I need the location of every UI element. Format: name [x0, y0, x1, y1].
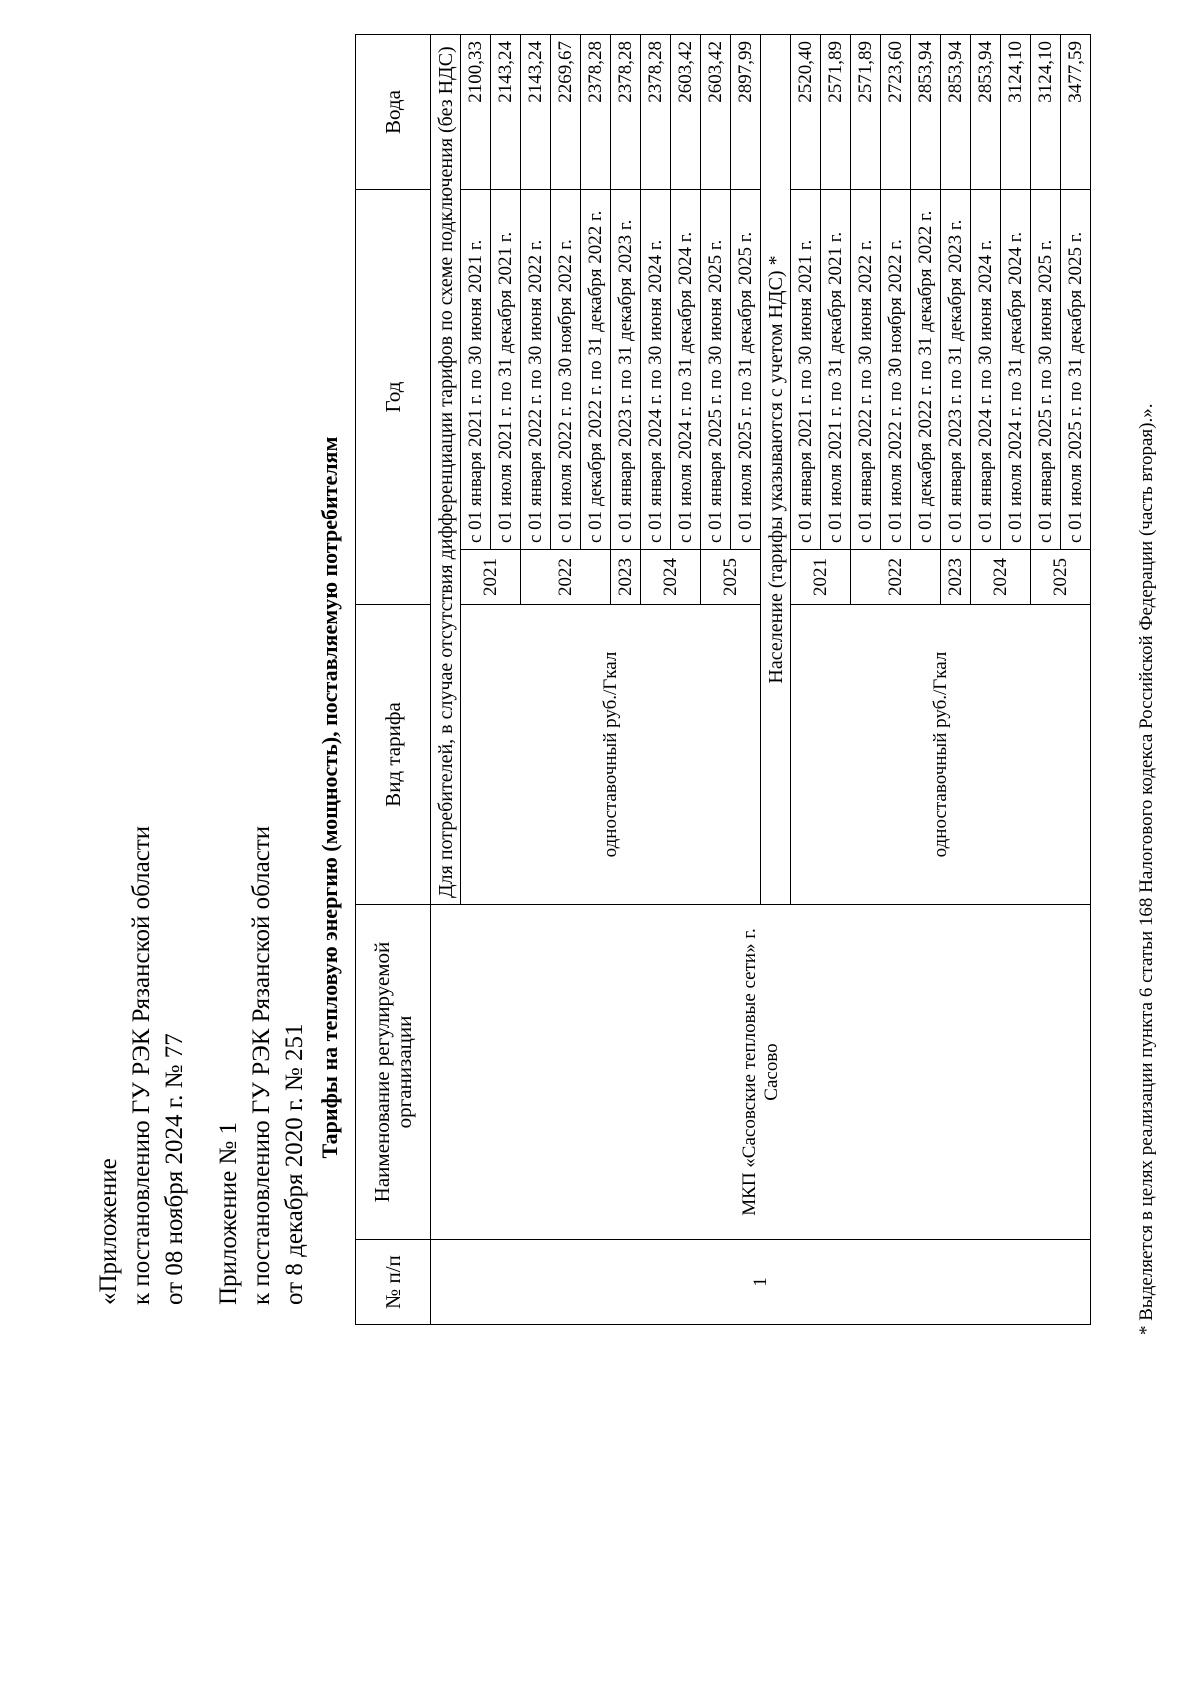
section-row [431, 35, 461, 1325]
year-cell: 2021 [461, 550, 521, 605]
value-cell: 2269,67 [551, 35, 581, 190]
document-title: Тарифы на тепловую энергию (мощность), поставляемую потребителям [317, 436, 342, 1159]
value-cell: 2143,24 [521, 35, 551, 190]
value-cell: 2378,28 [581, 35, 611, 190]
col-header-water: Вода [356, 35, 431, 190]
year-cell: 2024 [641, 550, 701, 605]
value-cell: 2520,40 [791, 35, 821, 190]
period-cell: с 01 декабря 2022 г. по 31 декабря 2022 г. [911, 190, 941, 550]
period-cell: с 01 января 2025 г. по 30 июня 2025 г. [1031, 190, 1061, 550]
period-cell: с 01 января 2021 г. по 30 июня 2021 г. [791, 190, 821, 550]
value-cell: 3124,10 [1031, 35, 1061, 190]
tariff-table [355, 34, 1091, 1325]
value-cell: 2571,89 [851, 35, 881, 190]
tariff-type-cell: одноставочный руб./Гкал [461, 605, 761, 905]
period-cell: с 01 января 2023 г. по 31 декабря 2023 г. [611, 190, 641, 550]
value-cell: 2853,94 [971, 35, 1001, 190]
tariff-type-cell: одноставочный руб./Гкал [791, 605, 1091, 905]
period-cell: с 01 июля 2024 г. по 31 декабря 2024 г. [1001, 190, 1031, 550]
period-cell: с 01 января 2025 г. по 30 июня 2025 г. [701, 190, 731, 550]
value-cell: 2723,60 [881, 35, 911, 190]
value-cell: 2603,42 [701, 35, 731, 190]
period-cell: с 01 июля 2021 г. по 31 декабря 2021 г. [821, 190, 851, 550]
header-line: от 8 декабря 2020 г. № 251 [281, 1023, 308, 1305]
year-cell: 2023 [611, 550, 641, 605]
value-cell: 2853,94 [941, 35, 971, 190]
header-line: Приложение № 1 [215, 1121, 242, 1305]
year-cell: 2021 [791, 550, 851, 605]
year-cell: 2022 [851, 550, 941, 605]
organization-name: МКП «Сасовские тепловые сети» г. Сасово [431, 905, 1091, 1240]
period-cell: с 01 июля 2022 г. по 30 ноября 2022 г. [881, 190, 911, 550]
value-cell: 2571,89 [821, 35, 851, 190]
col-header-organization: Наименование регулируемой организации [356, 905, 431, 1240]
value-cell: 3477,59 [1061, 35, 1091, 190]
header-line: к постановлению ГУ РЭК Рязанской области [128, 825, 155, 1305]
period-cell: с 01 июля 2021 г. по 31 декабря 2021 г. [491, 190, 521, 550]
row-number: 1 [431, 1240, 1091, 1325]
period-cell: с 01 января 2022 г. по 30 июня 2022 г. [851, 190, 881, 550]
year-cell: 2024 [971, 550, 1031, 605]
section-title: Для потребителей, в случае отсутствия дифференциации тарифов по схеме подключения (без НДС) [431, 35, 461, 905]
value-cell: 2378,28 [641, 35, 671, 190]
period-cell: с 01 января 2021 г. по 30 июня 2021 г. [461, 190, 491, 550]
col-header-year: Год [356, 190, 431, 605]
value-cell: 2853,94 [911, 35, 941, 190]
footnote: * Выделяется в целях реализации пункта 6 статьи 168 Налогового кодекса Российской Федерации (часть вторая).». [1136, 403, 1157, 1335]
period-cell: с 01 декабря 2022 г. по 31 декабря 2022 г. [581, 190, 611, 550]
value-cell: 2100,33 [461, 35, 491, 190]
period-cell: с 01 января 2024 г. по 30 июня 2024 г. [971, 190, 1001, 550]
period-cell: с 01 января 2022 г. по 30 июня 2022 г. [521, 190, 551, 550]
header-line: к постановлению ГУ РЭК Рязанской области [248, 825, 275, 1305]
period-cell: с 01 января 2024 г. по 30 июня 2024 г. [641, 190, 671, 550]
period-cell: с 01 июля 2022 г. по 30 ноября 2022 г. [551, 190, 581, 550]
col-header-tariff-type: Вид тарифа [356, 605, 431, 905]
value-cell: 2897,99 [731, 35, 761, 190]
period-cell: с 01 июля 2025 г. по 31 декабря 2025 г. [731, 190, 761, 550]
header-line: «Приложение [95, 1158, 122, 1305]
col-header-number: № п/п [356, 1240, 431, 1325]
value-cell: 2603,42 [671, 35, 701, 190]
value-cell: 2378,28 [611, 35, 641, 190]
resolution-header [92, 826, 311, 1305]
header-line: от 08 ноября 2024 г. № 77 [161, 1033, 188, 1305]
period-cell: с 01 июля 2024 г. по 31 декабря 2024 г. [671, 190, 701, 550]
year-cell: 2025 [701, 550, 761, 605]
period-cell: с 01 июля 2025 г. по 31 декабря 2025 г. [1061, 190, 1091, 550]
year-cell: 2025 [1031, 550, 1091, 605]
period-cell: с 01 января 2023 г. по 31 декабря 2023 г. [941, 190, 971, 550]
value-cell: 2143,24 [491, 35, 521, 190]
year-cell: 2023 [941, 550, 971, 605]
section-title: Население (тарифы указываются с учетом НДС) * [761, 35, 791, 905]
table-header-row [356, 35, 431, 1325]
year-cell: 2022 [521, 550, 611, 605]
value-cell: 3124,10 [1001, 35, 1031, 190]
